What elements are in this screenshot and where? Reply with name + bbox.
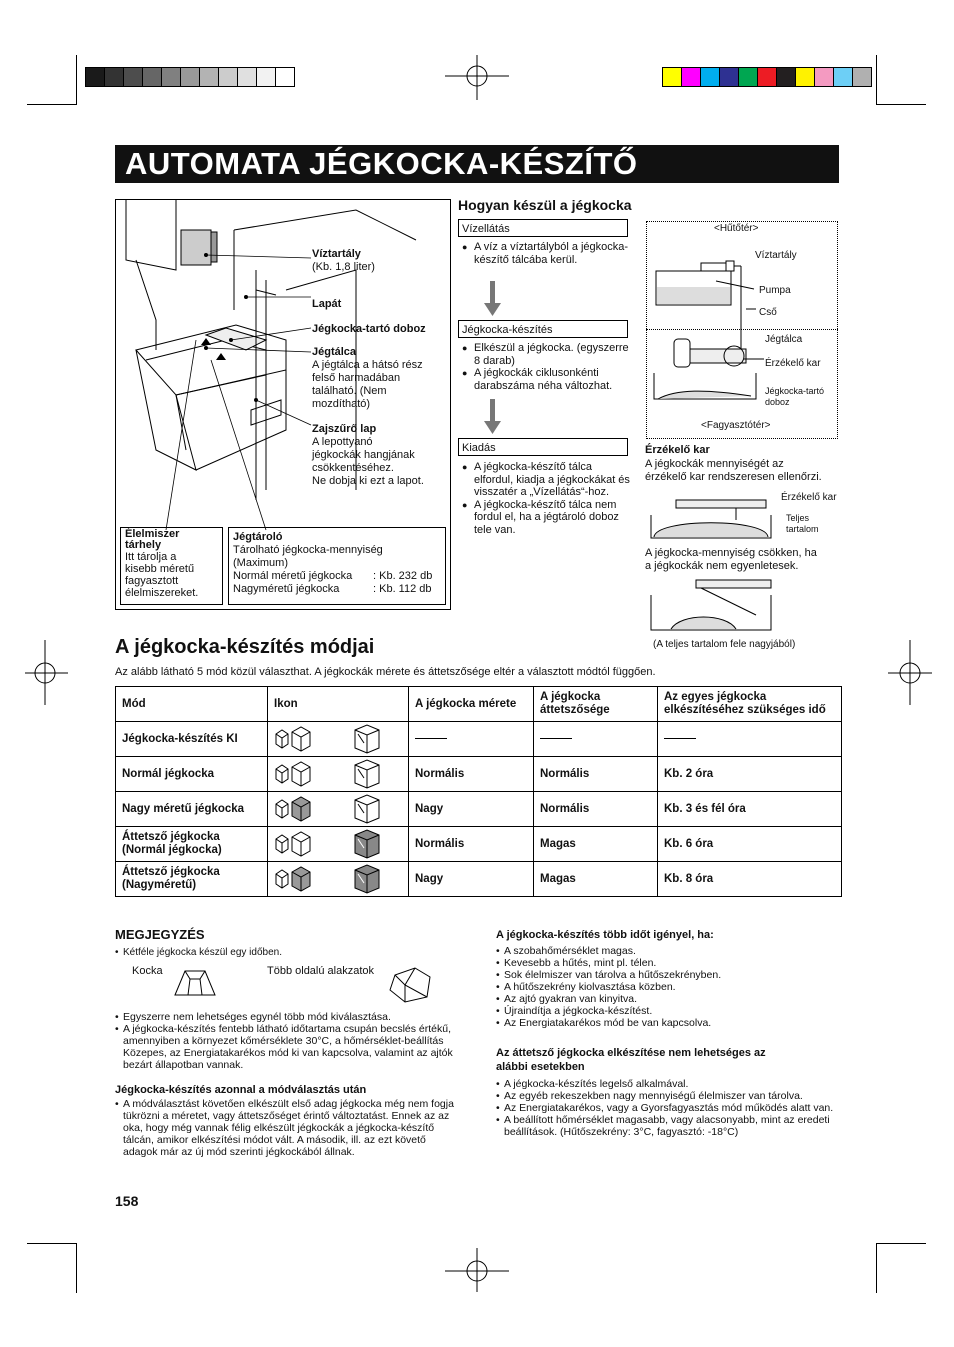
ice-cube-icon [352, 758, 382, 790]
cell-size [409, 827, 534, 862]
cell-time [658, 757, 842, 792]
list-item: • Az ajtó gyakran van kinyitva. [496, 993, 841, 1005]
list-item: • A jégkocka-készítés legelső alkalmával. [496, 1078, 841, 1090]
sensor-full-illustration [646, 490, 781, 542]
cell-icon [268, 862, 409, 897]
gray-swatch [276, 68, 294, 86]
clarity-value: Normális [540, 802, 590, 815]
list-item: • Kevesebb a hűtés, mint pl. télen. [496, 957, 841, 969]
th-mod: Mód [116, 687, 268, 722]
cell-mode [116, 792, 268, 827]
list-item: • Az Energiatakarékos mód be van kapcsolva. [496, 1017, 841, 1029]
cell-icon [268, 757, 409, 792]
list-item: • Sok élelmiszer van tárolva a hűtőszekrényben. [496, 969, 841, 981]
color-swatch [720, 68, 739, 86]
label-tobb-oldalu: Több oldalú alakzatok [267, 965, 375, 977]
cell-time [658, 827, 842, 862]
cell-clarity [534, 862, 658, 897]
notes-sub3: Az áttetsző jégkocka elkészítése nem lehetséges az alábbi esetekben [496, 1047, 766, 1073]
page-number: 158 [115, 1193, 139, 1209]
step-kiadas-bullets: ● A jégkocka-készítő tálca elfordul, kiadja a jégkockákat és visszatér a „Vízellátás“-hoz. ● A jégkocka-készítő tálca nem fordul el, ha a jégtároló doboz tele van. [462, 461, 634, 536]
label-viztartaly: Víztartály (Kb. 1,8 liter) [312, 248, 375, 273]
th-meret: A jégkocka mérete [409, 687, 534, 722]
gray-swatch [86, 68, 105, 86]
color-swatch [739, 68, 758, 86]
cube-pair-icon [274, 796, 316, 822]
cell-size [409, 862, 534, 897]
th-ikon: Ikon [268, 687, 409, 722]
csokken-desc: A jégkocka-mennyiség csökken, ha a jégkockák nem egyenletesek. [645, 547, 817, 572]
list-item: • A beállított hőmérséklet magasabb, vagy alacsonyabb, mint az eredeti beállítások. (Hűtőszekrény: 3°C, fagyasztó: -18°C) [496, 1114, 841, 1138]
cell-clarity [534, 827, 658, 862]
dash-mark [415, 738, 447, 739]
table-row [116, 722, 842, 757]
polygon-shape-icon [385, 965, 435, 1005]
size-value: Normális [415, 767, 465, 780]
table-header-row [116, 687, 842, 722]
page-title: AUTOMATA JÉGKOCKA-KÉSZÍTŐ [115, 145, 839, 183]
cell-clarity [534, 757, 658, 792]
cell-icon [268, 827, 409, 862]
gray-calibration-bar [85, 67, 295, 87]
cube-pair-icon [274, 726, 316, 752]
list-item: • A szobahőmérséklet magas. [496, 945, 841, 957]
list-item: • A hűtőszekrény kiolvasztása közben. [496, 981, 841, 993]
cube-pair-icon [274, 866, 316, 892]
color-swatch [682, 68, 701, 86]
th-ido: Az egyes jégkocka elkészítéséhez szükséges idő [658, 687, 842, 722]
erzekelo-desc: A jégkockák mennyiségét az érzékelő kar rendszeresen ellenőrzi. [645, 458, 822, 483]
label-teljes: Teljes tartalom [786, 513, 819, 534]
arrow-down-icon [484, 399, 502, 435]
gray-swatch [143, 68, 162, 86]
sensor-half-illustration [646, 575, 781, 633]
time-value: Kb. 2 óra [664, 767, 714, 780]
label-pumpa: Pumpa [759, 285, 791, 296]
step-jegkocka-keszites: Jégkocka-készítés [458, 320, 628, 338]
label-zajszuro: Zajszűrő lap A lepottyanó jégkockák hangjának csökkentéséhez. Ne dobja ki ezt a lapot. [312, 423, 424, 487]
size-value: Nagy [415, 872, 444, 885]
mode-name: (Normál jégkocka) [122, 844, 222, 856]
time-value: Kb. 3 és fél óra [664, 802, 746, 815]
cell-clarity [534, 792, 658, 827]
arrow-down-icon [484, 281, 502, 317]
ice-cube-icon [352, 828, 382, 860]
cell-time [658, 722, 842, 757]
notes-sub1-text: • A módválasztást követően elkészült első adag jégkocka még nem fogja tükrözni a méretet, vagy áttetszőséget érintő változtatást. Ennek az az oka, hogy még vannak félig elkészült jégkockák a jégkocka-készítő tálcán, amikor elkészítési módot vált. A második, ill. az ezt követő adagok már az új mód szerinti jégkockából állnak. [115, 1098, 460, 1158]
gray-swatch [124, 68, 143, 86]
label-erzekelo-kar-2: Érzékelő kar [781, 492, 837, 503]
dash-mark [664, 738, 696, 739]
step-kiadas: Kiadás [458, 438, 628, 456]
label-jegkocka-tarto-doboz: Jégkocka-tartó doboz [312, 323, 426, 335]
list-item: • Az Energiatakarékos, vagy a Gyorsfagyasztás mód működés alatt van. [496, 1102, 841, 1114]
color-swatch [777, 68, 796, 86]
clarity-value: Magas [540, 872, 576, 885]
mode-name: Jégkocka-készítés KI [122, 732, 238, 745]
cell-icon [268, 722, 409, 757]
mode-name: Nagy méretű jégkocka [122, 802, 245, 815]
erzekelo-title: Érzékelő kar [645, 444, 710, 456]
modes-heading: A jégkocka-készítés módjai [115, 636, 375, 658]
gray-swatch [238, 68, 257, 86]
color-swatch [663, 68, 682, 86]
label-jegkocka-tarto: Jégkocka-tartó doboz [765, 386, 825, 407]
gray-swatch [105, 68, 124, 86]
label-viztartaly-2: Víztartály [755, 250, 797, 261]
table-row [116, 757, 842, 792]
schematic-illustration [646, 221, 838, 439]
table-row [116, 792, 842, 827]
gray-swatch [162, 68, 181, 86]
gray-swatch [200, 68, 219, 86]
gray-swatch [181, 68, 200, 86]
clarity-value: Normális [540, 767, 590, 780]
label-erzekelo-kar: Érzékelő kar [765, 358, 821, 369]
time-value: Kb. 8 óra [664, 872, 714, 885]
notes-heading: MEGJEGYZÉS [115, 927, 205, 942]
label-kocka: Kocka [132, 965, 163, 977]
jegtarolo-box: Jégtároló Tárolható jégkocka-mennyiség (Maximum) Normál méretű jégkocka : Kb. 232 db Nagyméretű jégkocka : Kb. 112 db [228, 527, 446, 605]
color-swatch [758, 68, 777, 86]
size-value: Normális [415, 837, 465, 850]
label-lapat: Lapát [312, 298, 342, 310]
color-swatch [834, 68, 853, 86]
notes-list1: • Egyszerre nem lehetséges egynél több mód kiválasztása. • A jégkocka-készítés fentebb látható időtartama csupán becslés értékű, amennyiben a környezet kőmérséklete 30°C, a hőmérséklet-beállítás Közepes, az Energiatakarékos mód ki van kapcsolva, valamint az ajtók bezárt állapotban vannak. [115, 1011, 460, 1071]
elelmiszer-box: Élelmiszer tárhely Itt tárolja a kisebb méretű fagyasztott élelmiszereket. [120, 527, 223, 605]
label-fagyaszto: <Fagyasztótér> [701, 420, 771, 431]
cell-time [658, 862, 842, 897]
th-attetszoseg: A jégkocka áttetszősége [534, 687, 658, 722]
dash-mark [540, 738, 572, 739]
notes-first: • Kétféle jégkocka készül egy időben. [115, 947, 460, 959]
mode-name: (Nagyméretű) [122, 879, 197, 891]
clarity-value: Magas [540, 837, 576, 850]
cube-pair-icon [274, 831, 316, 857]
step-jegkocka-keszites-bullets: ● Elkészül a jégkocka. (egyszerre 8 darab) ● A jégkockák ciklusonkénti darabszáma néha változhat. [462, 342, 634, 392]
cube-shape-icon [170, 965, 220, 1001]
color-swatch [815, 68, 834, 86]
ice-cube-icon [352, 723, 382, 755]
step-vizellatas-bullets: ● A víz a víztartályból a jégkocka-készítő tálcába kerül. [462, 241, 634, 266]
label-fele: (A teljes tartalom fele nagyjából) [653, 639, 796, 650]
mode-name: Áttetsző jégkocka [122, 831, 220, 843]
ice-cube-icon [352, 793, 382, 825]
cell-clarity [534, 722, 658, 757]
cell-mode [116, 757, 268, 792]
label-hutoter: <Hűtőtér> [714, 223, 759, 234]
cell-time [658, 792, 842, 827]
color-swatch [701, 68, 720, 86]
label-jegtalca-2: Jégtálca [765, 334, 803, 345]
notes-sub1: Jégkocka-készítés azonnal a módválasztás után [115, 1084, 367, 1096]
list-item: • Az egyéb rekeszekben nagy mennyiségű élelmiszer van tárolva. [496, 1090, 841, 1102]
mode-name: Normál jégkocka [122, 767, 215, 780]
color-calibration-bar [662, 67, 872, 87]
cell-mode [116, 827, 268, 862]
modes-intro: Az alább látható 5 mód közül választhat. A jégkockák mérete és áttetszősége eltér a választott módtól függően. [115, 666, 656, 678]
color-swatch [796, 68, 815, 86]
gray-swatch [219, 68, 238, 86]
notes-list3 [496, 1078, 841, 1138]
notes-list2 [496, 945, 841, 1029]
cell-icon [268, 792, 409, 827]
mode-name: Áttetsző jégkocka [122, 866, 220, 878]
cell-size [409, 792, 534, 827]
cell-size [409, 757, 534, 792]
step-vizellatas: Vízellátás [458, 219, 628, 237]
gray-swatch [257, 68, 276, 86]
cell-size [409, 722, 534, 757]
size-value: Nagy [415, 802, 444, 815]
table-row [116, 827, 842, 862]
time-value: Kb. 6 óra [664, 837, 714, 850]
notes-sub2: A jégkocka-készítés több időt igényel, ha: [496, 929, 714, 941]
how-heading: Hogyan készül a jégkocka [458, 197, 632, 213]
cell-mode [116, 862, 268, 897]
label-cso: Cső [759, 307, 777, 318]
modes-table [115, 686, 842, 897]
cell-mode [116, 722, 268, 757]
table-row [116, 862, 842, 897]
list-item: • Újraindítja a jégkocka-készítést. [496, 1005, 841, 1017]
label-jegtalca: Jégtálca A jégtálca a hátsó rész felső harmadában található. (Nem mozdítható) [312, 346, 423, 410]
color-swatch [853, 68, 871, 86]
cube-pair-icon [274, 761, 316, 787]
ice-cube-icon [352, 863, 382, 895]
